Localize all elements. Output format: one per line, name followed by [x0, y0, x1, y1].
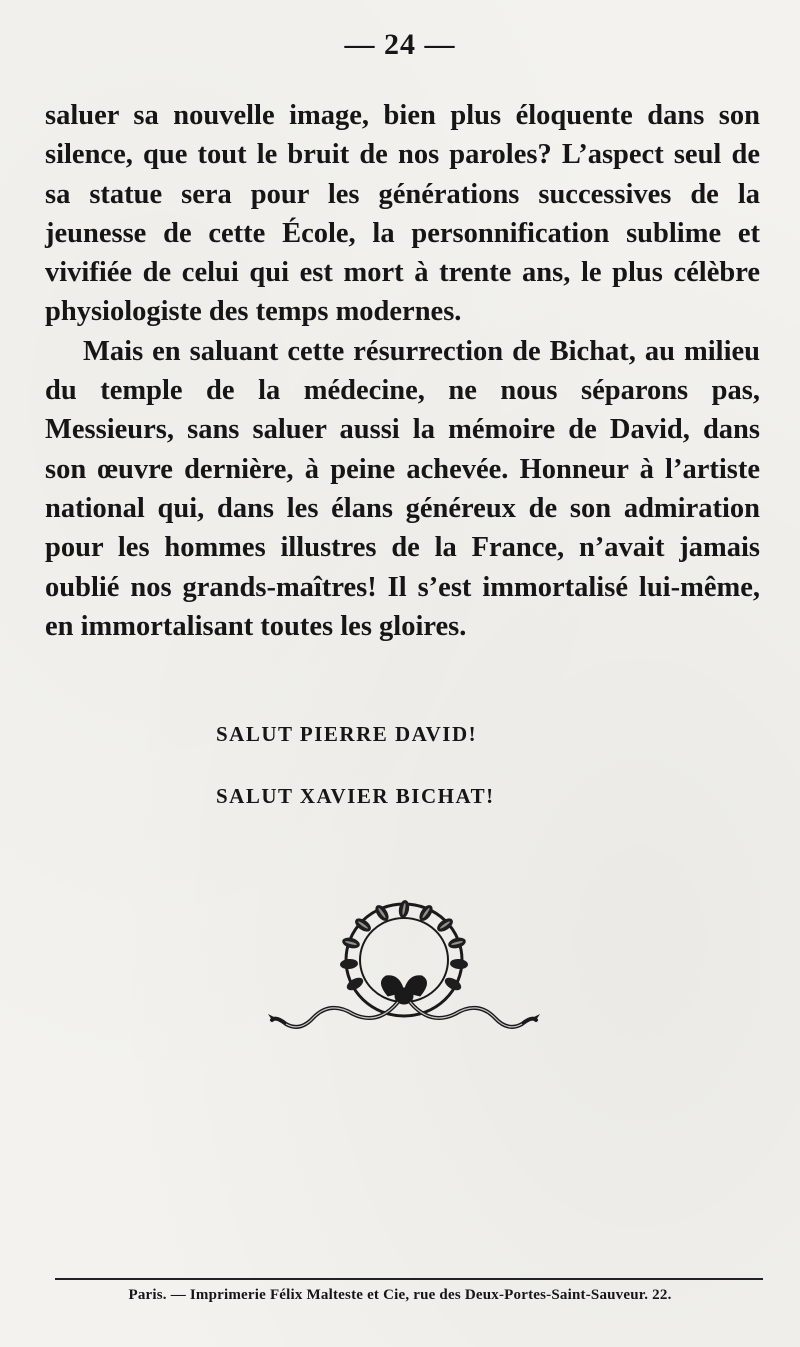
printer-imprint: Paris. — Imprimerie Félix Malteste et Cie, rue des Deux-Portes-Saint-Sauveur. 22.: [128, 1287, 672, 1303]
body-text: [45, 96, 760, 646]
laurel-wreath-icon: [268, 896, 540, 1046]
salutation-bichat: SALUT XAVIER BICHAT!: [216, 784, 495, 808]
page-number: — 24 —: [344, 28, 456, 61]
footer-rule: [55, 1278, 763, 1280]
paragraph: Mais en saluant cette résurrection de Bichat, au milieu du temple de la médecine, ne nous séparons pas, Messieurs, sans saluer aussi la mémoire de David, dans son œuvre dernière, à peine achevée. Honneur à l’artiste national qui, dans les élans généreux de son admiration pour les hommes illustres de la France, n’avait jamais oublié nos grands-maîtres! Il s’est immortalisé lui-même, en immortalisant toutes les gloires.: [45, 335, 760, 642]
salutation-david: SALUT PIERRE DAVID!: [216, 722, 478, 746]
paragraph: saluer sa nouvelle image, bien plus éloquente dans son silence, que tout le bruit de nos paroles? L’aspect seul de sa statue sera pour les générations successives de la jeunesse de cette École, la personnification sublime et vivifiée de celui qui est mort à trente ans, le plus célèbre physiologiste des temps modernes.: [45, 100, 760, 328]
